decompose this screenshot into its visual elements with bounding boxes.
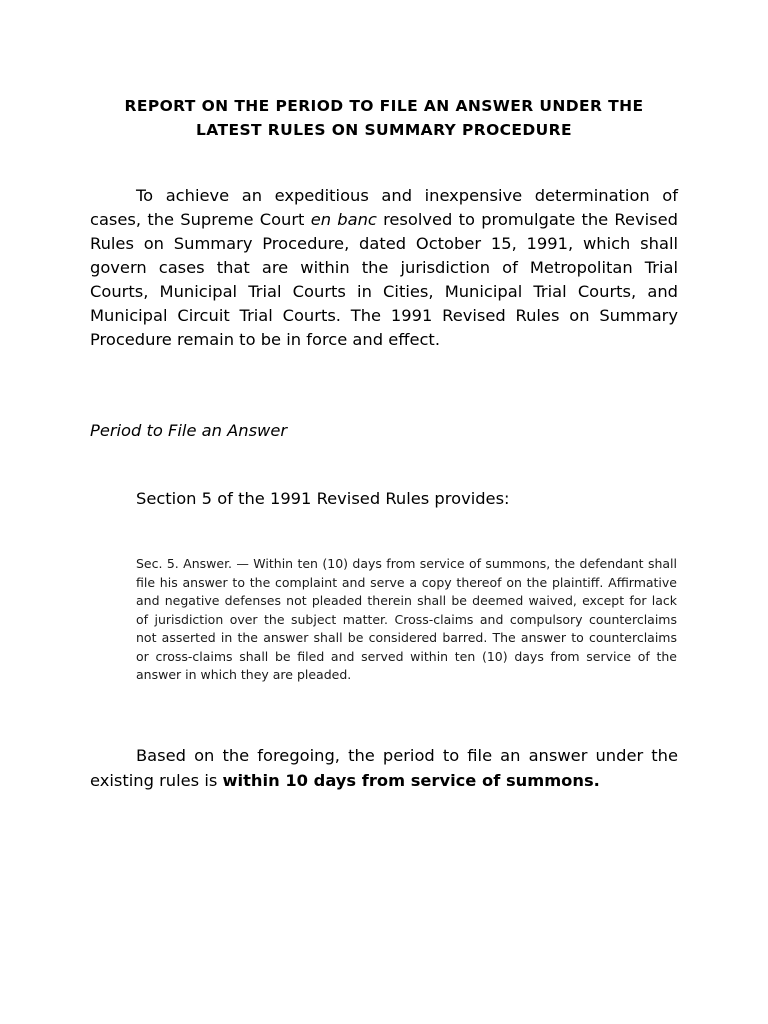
conclusion-text: Based on the foregoing, the period to file an answer under the existing rules is [90, 746, 678, 790]
section-heading: Period to File an Answer [90, 421, 288, 440]
quoted-provision: Sec. 5. Answer. — Within ten (10) days from service of summons, the defendant shall file his answer to the complaint and serve a copy thereof on the plaintiff. Affirmative and negative defenses not pleaded therein shall be deemed waived, except for lack of jurisdiction over the subject matter. Cross-claims and compulsory counterclaims not asserted in the answer shall be considered barred. The answer to counterclaims or cross-claims shall be filed and served within ten (10) days from service of the answer in which they are pleaded. [136, 556, 677, 682]
intro-text-start: To achieve an expeditious and inexpensive determination of cases, the Supreme Court [90, 186, 678, 229]
intro-italic-term: en banc [310, 210, 377, 229]
title-line-2: LATEST RULES ON SUMMARY PROCEDURE [196, 121, 572, 139]
document-title [90, 94, 678, 142]
provision-intro: Section 5 of the 1991 Revised Rules provides: [136, 489, 510, 508]
title-line-1: REPORT ON THE PERIOD TO FILE AN ANSWER UNDER THE [124, 97, 644, 115]
intro-paragraph [90, 184, 678, 352]
conclusion-bold-text: within 10 days from service of summons. [222, 771, 600, 790]
intro-text-end: resolved to promulgate the Revised Rules on Summary Procedure, dated October 15, 1991, which shall govern cases that are within the jurisdiction of Metropolitan Trial Courts, Municipal Trial Courts in Cities, Municipal Trial Courts, and Municipal Circuit Trial Courts. The 1991 Revised Rules on Summary Procedure remain to be in force and effect. [90, 210, 679, 349]
conclusion-paragraph [90, 743, 678, 793]
